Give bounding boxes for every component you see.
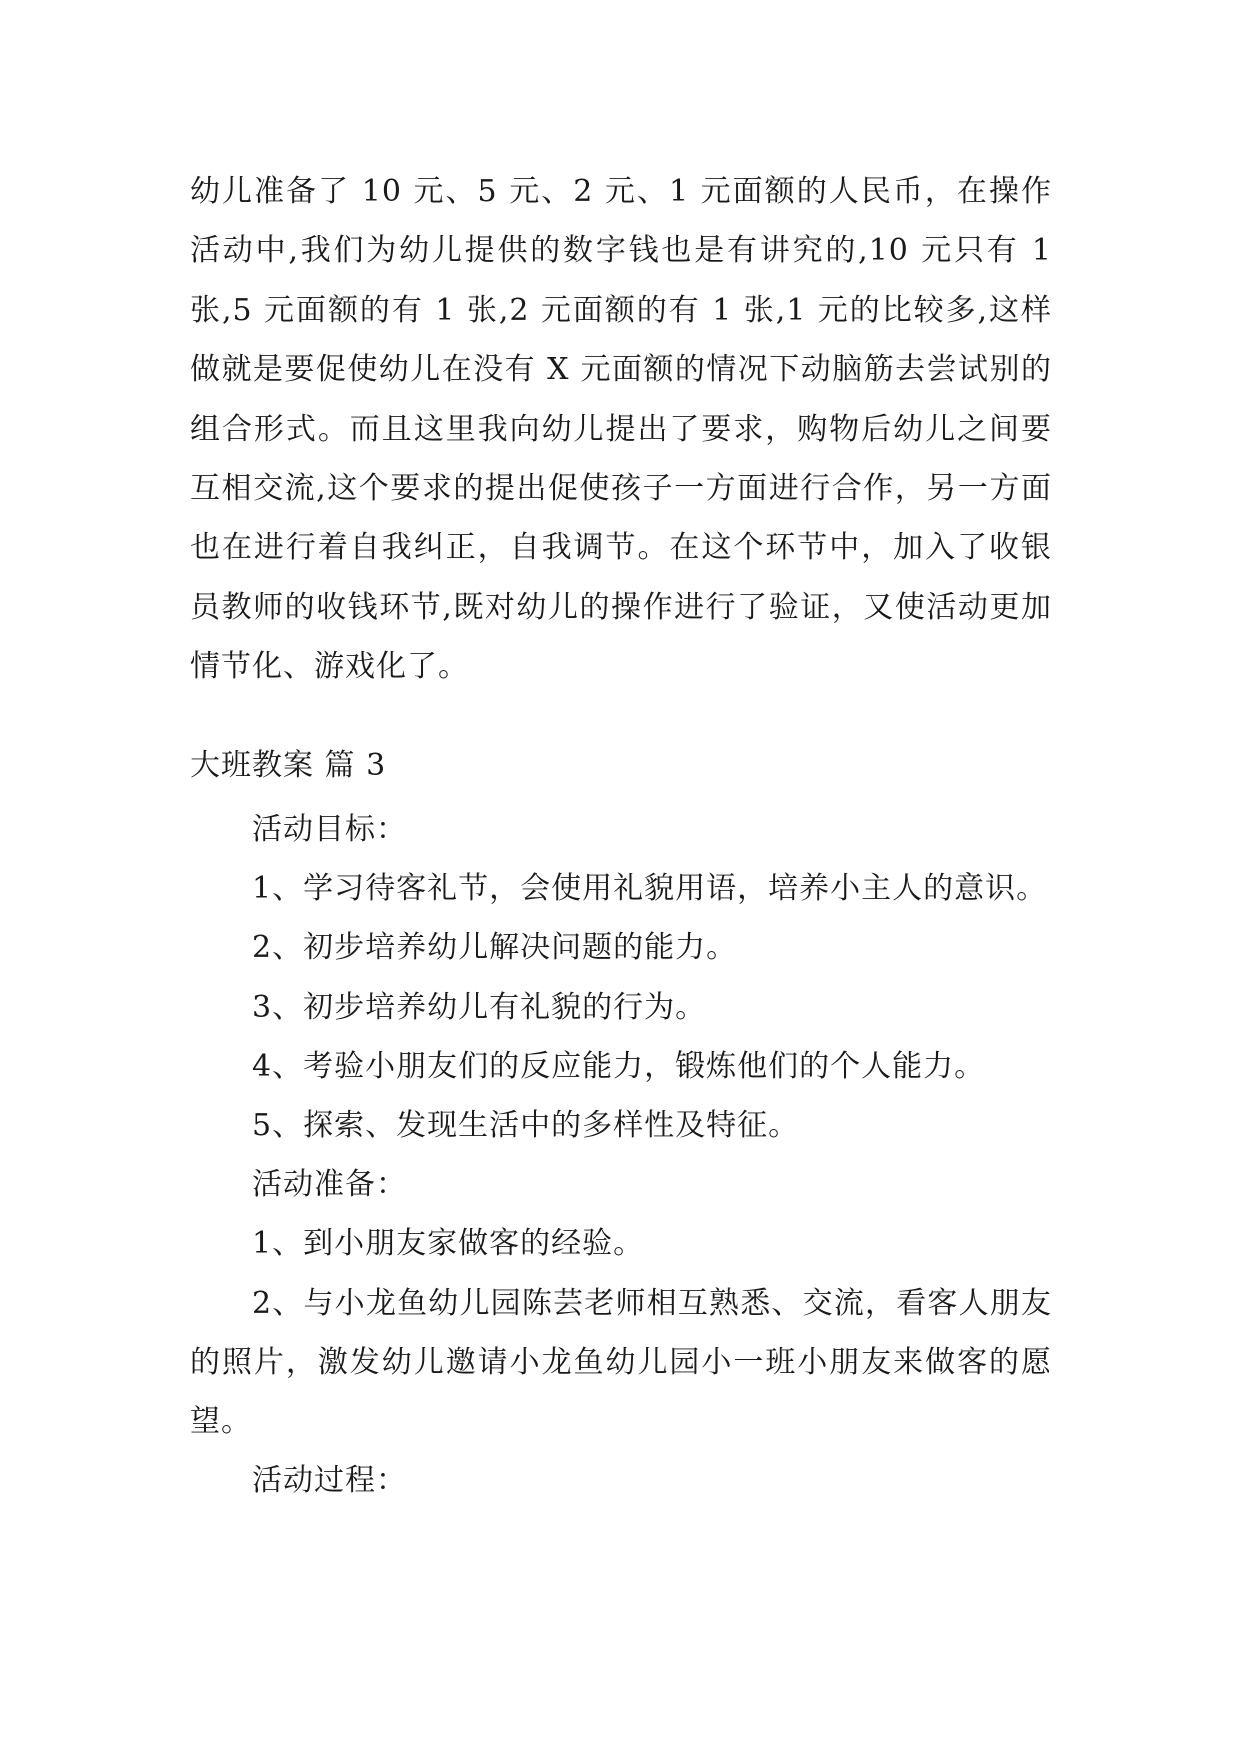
preparation-label: 活动准备： <box>252 1167 407 1203</box>
objective-item-5: 5、探索、发现生活中的多样性及特征。 <box>252 1108 800 1144</box>
objective-item-1: 1、学习待客礼节，会使用礼貌用语，培养小主人的意识。 <box>252 871 1048 907</box>
intro-paragraph: 幼儿准备了 10 元、5 元、2 元、1 元面额的人民币，在操作活动中,我们为幼儿提供的数字钱也是有讲究的,10 元只有 1 张,5 元面额的有 1 张,2 元面额的有 1 张,1 元的比较多,这样做就是要促使幼儿在没有 X 元面额的情况下动脑筋去尝试别的组合形式。而且这里我向幼儿提出了要求，购物后幼儿之间要互相交流,这个要求的提出促使孩子一方面进行合作，另一方面也在进行着自我纠正，自我调节。在这个环节中，加入了收银员教师的收钱环节,既对幼儿的操作进行了验证，又使活动更加情节化、游戏化了。 <box>190 174 1052 685</box>
section-body <box>190 800 1052 1510</box>
objective-item-4: 4、考验小朋友们的反应能力，锻炼他们的个人能力。 <box>252 1048 986 1084</box>
objective-item-3: 3、初步培养幼儿有礼貌的行为。 <box>252 989 707 1025</box>
section-heading: 大班教案 篇 3 <box>190 748 387 783</box>
objectives-label: 活动目标： <box>252 812 407 847</box>
objective-item-2: 2、初步培养幼儿解决问题的能力。 <box>252 930 738 966</box>
process-label: 活动过程： <box>252 1463 407 1499</box>
preparation-item-2: 2、与小龙鱼幼儿园陈芸老师相互熟悉、交流，看客人朋友的照片，激发幼儿邀请小龙鱼幼儿园小一班小朋友来做客的愿望。 <box>190 1285 1052 1440</box>
preparation-item-1: 1、到小朋友家做客的经验。 <box>252 1226 645 1262</box>
